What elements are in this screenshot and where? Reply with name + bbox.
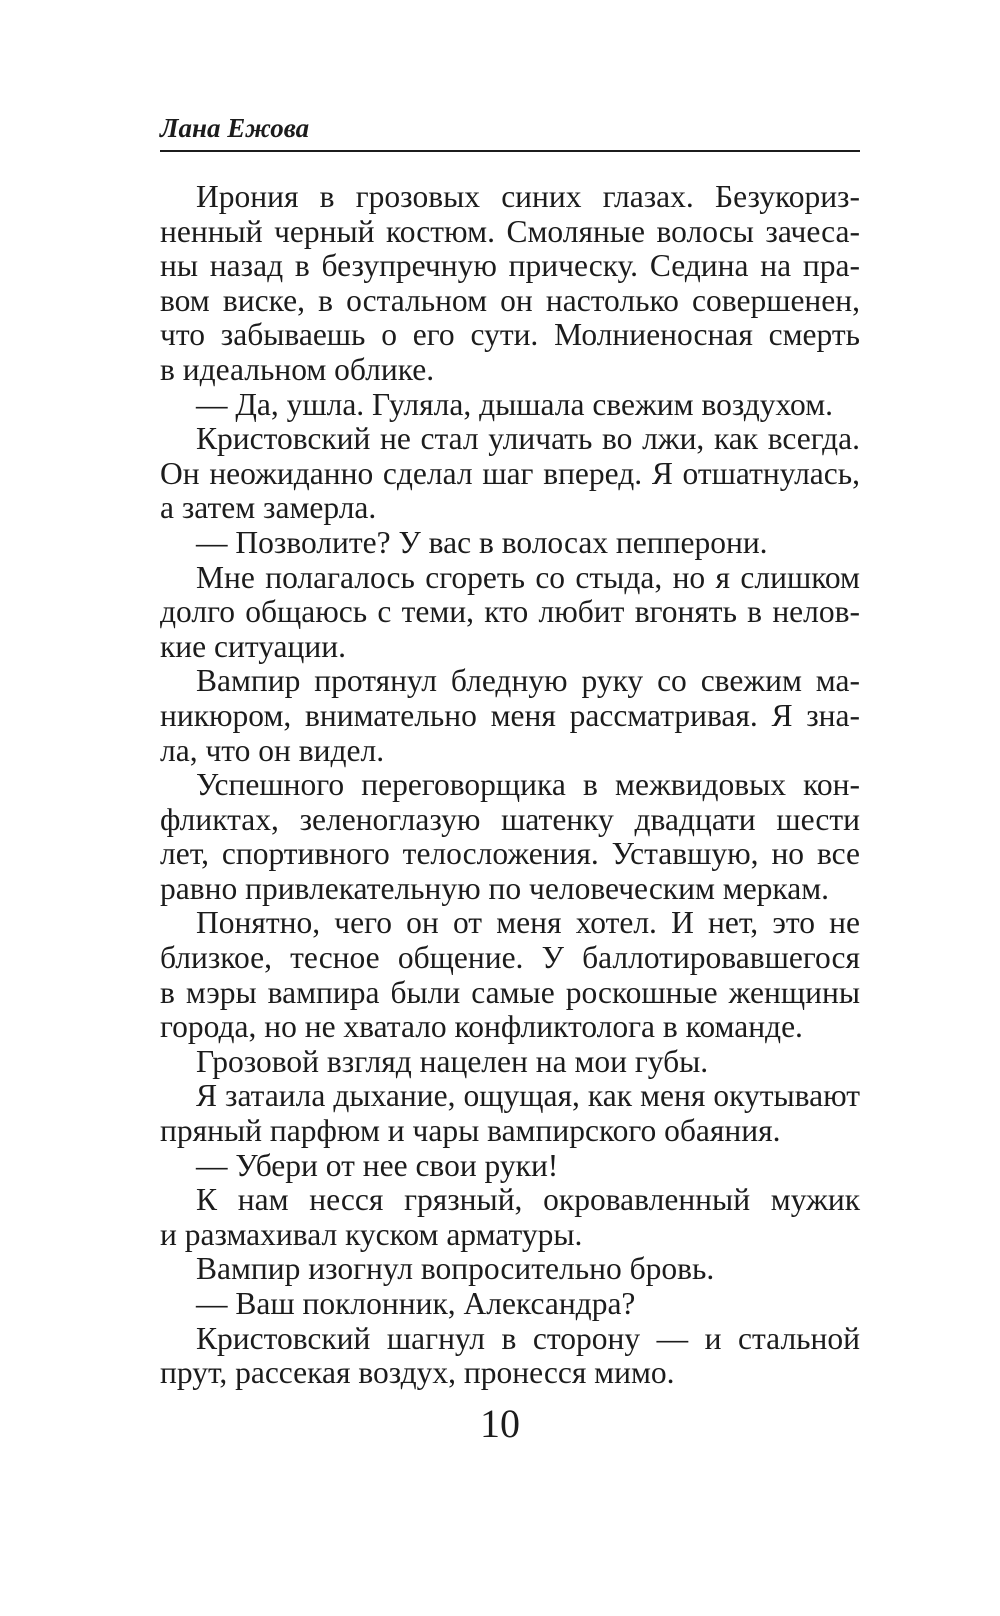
text-line: Кристовский шагнул в сторону — и стальной bbox=[196, 1320, 860, 1356]
text-line: города, но не хватало конфликтолога в команде. bbox=[160, 1009, 803, 1045]
text-line: в мэры вампира были самые роскошные женщины bbox=[160, 974, 860, 1010]
text-line: долго общаюсь с теми, кто любит вгонять в нелов- bbox=[160, 594, 860, 630]
text-line: пряный парфюм и чары вампирского обаяния. bbox=[160, 1113, 781, 1149]
running-head-author: Лана Ежова bbox=[160, 113, 310, 143]
text-line: равно привлекательную по человеческим меркам. bbox=[160, 870, 830, 906]
text-line: фликтах, зеленоглазую шатенку двадцати шести bbox=[160, 801, 860, 837]
text-line: в идеальном облике. bbox=[160, 351, 435, 387]
text-line: — Ваш поклонник, Александра? bbox=[196, 1286, 636, 1321]
text-line: К нам несся грязный, окровавленный мужик bbox=[196, 1182, 860, 1218]
text-line: а затем замерла. bbox=[160, 490, 377, 526]
text-line: — Да, ушла. Гуляла, дышала свежим воздухом. bbox=[196, 386, 834, 422]
body-text bbox=[160, 180, 860, 1391]
text-line: — Позволите? У вас в волосах пепперони. bbox=[196, 524, 768, 560]
text-line: Кристовский не стал уличать во лжи, как всегда. bbox=[196, 421, 860, 457]
text-line: ненный черный костюм. Смоляные волосы зачеса- bbox=[160, 213, 860, 249]
text-line: Ирония в грозовых синих глазах. Безукориз- bbox=[196, 179, 860, 214]
text-line: Вампир протянул бледную руку со свежим ма- bbox=[196, 663, 860, 699]
text-line: никюром, внимательно меня рассматривая. Я зна- bbox=[160, 697, 860, 733]
text-line: Успешного переговорщика в межвидовых кон- bbox=[196, 767, 860, 803]
text-line: ны назад в безупречную прическу. Седина на пра- bbox=[160, 248, 860, 284]
text-line: вом виске, в остальном он настолько совершенен, bbox=[160, 282, 860, 318]
text-line: Он неожиданно сделал шаг вперед. Я отшатнулась, bbox=[160, 455, 860, 491]
text-line: и размахивал куском арматуры. bbox=[160, 1216, 583, 1252]
text-line: Мне полагалось сгореть со стыда, но я слишком bbox=[196, 559, 860, 595]
text-line: Понятно, чего он от меня хотел. И нет, это не bbox=[196, 905, 860, 941]
header-rule bbox=[160, 150, 860, 152]
page-number: 10 bbox=[480, 1401, 520, 1446]
text-line: лет, спортивного телосложения. Уставшую, но все bbox=[160, 836, 860, 872]
text-line: прут, рассекая воздух, пронесся мимо. bbox=[160, 1355, 675, 1391]
text-line: что забываешь о его сути. Молниеносная смерть bbox=[160, 317, 860, 353]
text-line: — Убери от нее свои руки! bbox=[196, 1147, 559, 1183]
text-line: Вампир изогнул вопросительно бровь. bbox=[196, 1251, 715, 1287]
text-line: Грозовой взгляд нацелен на мои губы. bbox=[196, 1043, 709, 1079]
text-line: Я затаила дыхание, ощущая, как меня окутывают bbox=[196, 1078, 860, 1114]
text-line: ла, что он видел. bbox=[160, 732, 385, 768]
text-line: близкое, тесное общение. У баллотировавшегося bbox=[160, 940, 860, 976]
text-line: кие ситуации. bbox=[160, 628, 346, 664]
